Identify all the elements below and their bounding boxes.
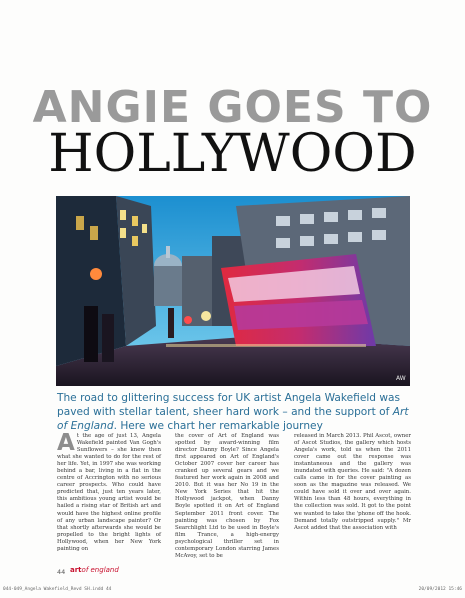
logo-art: art bbox=[70, 566, 82, 574]
page-number: 44 bbox=[57, 568, 66, 576]
logo-of-england: of england bbox=[81, 566, 119, 574]
magazine-logo bbox=[70, 566, 119, 574]
standfirst-text: The road to glittering success for UK artist Angela Wakefield was paved with stellar talent, sheer hard work – and the support of bbox=[57, 392, 401, 418]
artist-signature: AW bbox=[396, 375, 406, 382]
drop-cap: A bbox=[57, 430, 75, 456]
headline-line2: HOLLYWOOD bbox=[48, 124, 417, 184]
body-text-1: t the age of just 13, Angela Wakefield painted Van Gogh's Sunflowers – she knew then what she wanted to do for the rest of her life. Yet, in 1997 she was working behind a bar, living in a flat in the centre of Accrington with no serious career prospects. Who could have predicted that, just ten years later, this ambitious young artist would be hailed a rising star of British art and would have the highest online profile of any urban landscape painter? Or that shortly afterwards she would be propelled to the bright lights of Hollywood, when her New York painting on bbox=[57, 433, 161, 552]
print-slug-right: 20/09/2012 15:46 bbox=[418, 587, 462, 592]
hero-painting bbox=[56, 196, 410, 386]
headline-line1: ANGIE GOES TO bbox=[32, 82, 433, 133]
print-slug-left: 044-049_Angela Wakefield_Revd SH.indd 44 bbox=[3, 587, 112, 592]
body-column-3: released in March 2013. Phil Ascot, owner of Ascot Studios, the gallery which hosts Angela's work, told us when the 2011 cover came out the response was instantaneous and the gallery was inundated with queries. He said: "A dozen calls came in for the cover painting as soon as the magazine was released. We could have sold it over and over again. Within less than 48 hours, everything in the collection was sold. It got to the point we wanted to take the 'phone off the hook. Demand totally outstripped supply." Mr Ascot added that the association with bbox=[294, 433, 411, 531]
standfirst-magazine: Art of England bbox=[57, 406, 409, 432]
standfirst-text-end: . Here we chart her remarkable journey bbox=[113, 420, 323, 432]
standfirst bbox=[57, 391, 413, 433]
body-column-2: the cover of Art of England was spotted by award-winning film director Danny Boyle? Since Angela first appeared on Art of England's October 2007 cover her career has cranked up several gears and we featured her work again in 2008 and 2010. But it was her No 19 in the New York Series that hit the Hollywood jackpot, when Danny Boyle spotted it on Art of England September 2011 front cover. The painting was chosen by Fox Searchlight Ltd to be used in Boyle's film Trance, a high-energy psychological thriller set in contemporary London starring James McAvoy, set to be bbox=[175, 433, 279, 559]
body-column-1 bbox=[57, 430, 161, 553]
